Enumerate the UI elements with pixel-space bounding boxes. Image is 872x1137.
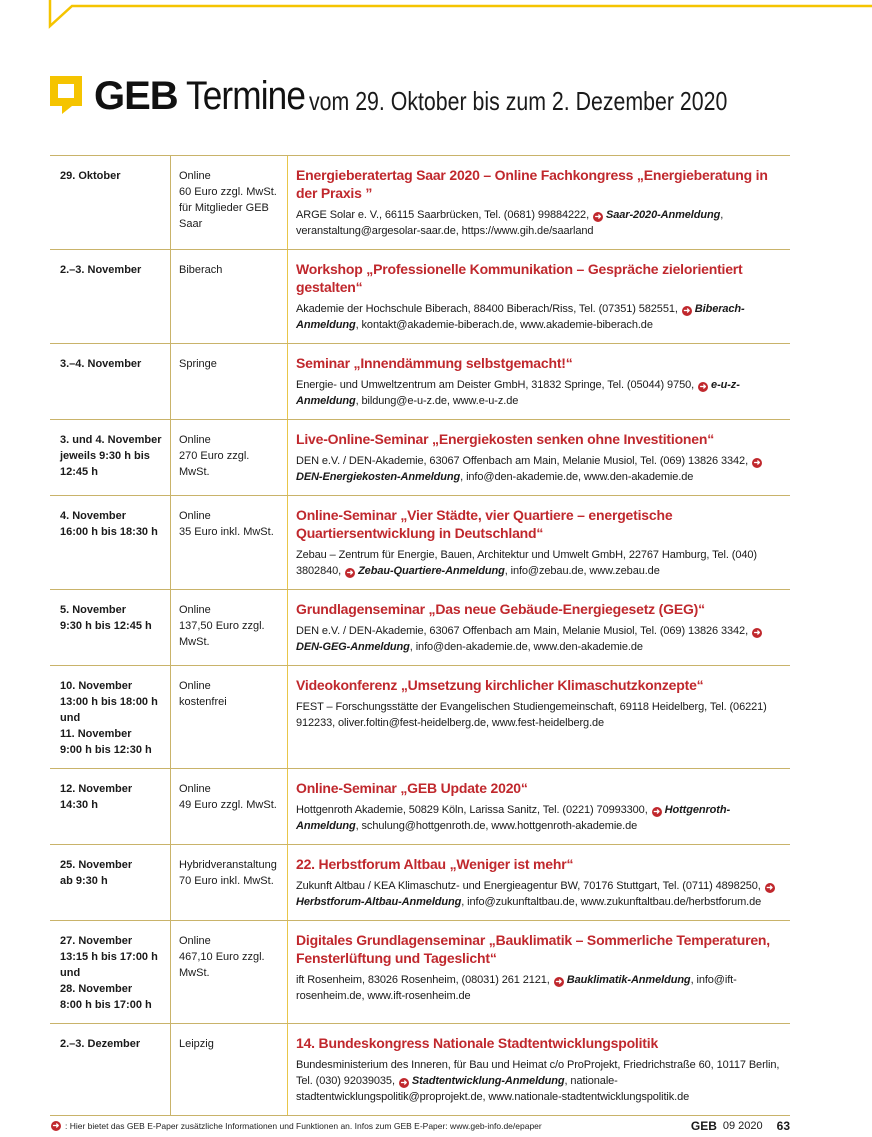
event-date-line: 13:00 h bis 18:00 h und bbox=[60, 696, 158, 724]
event-location-line: 70 Euro inkl. MwSt. bbox=[179, 875, 274, 887]
event-description bbox=[288, 666, 790, 768]
event-description bbox=[288, 420, 790, 495]
event-contact-text: , schulung@hottgenroth.de, www.hottgenroth-akademie.de bbox=[355, 820, 638, 832]
event-contact-text: , kontakt@akademie-biberach.de, www.akademie-biberach.de bbox=[355, 319, 653, 331]
event-contact-text: , info@ift-rosenheim.de, www.ift-rosenheim.de bbox=[296, 974, 737, 1002]
arrow-right-circle-icon: ➜ bbox=[699, 382, 707, 391]
event-title: Grundlagenseminar „Das neue Gebäude-Energiegesetz (GEG)“ bbox=[296, 601, 705, 617]
footer-issue-info bbox=[691, 1118, 790, 1134]
page-title: Termine bbox=[185, 74, 305, 118]
registration-link[interactable]: Stadtentwicklung-Anmeldung bbox=[411, 1075, 565, 1087]
event-location-line: Online bbox=[179, 170, 211, 182]
event-date-line: 16:00 h bis 18:30 h bbox=[60, 526, 158, 538]
page-number: 63 bbox=[776, 1119, 790, 1133]
event-contact-text: Akademie der Hochschule Biberach, 88400 Biberach/Riss, Tel. (07351) 582551, bbox=[296, 303, 678, 315]
arrow-right-circle-icon: ➜ bbox=[346, 568, 354, 577]
table-row bbox=[50, 344, 790, 420]
event-date bbox=[50, 590, 171, 665]
events-table bbox=[50, 155, 790, 1116]
footer-issue: 09 2020 bbox=[722, 1120, 763, 1132]
event-date-line: ab 9:30 h bbox=[60, 875, 108, 887]
event-location-line: 49 Euro zzgl. MwSt. bbox=[179, 799, 277, 811]
event-contact bbox=[296, 1057, 784, 1105]
event-date-line: 4. November bbox=[60, 510, 127, 522]
event-location bbox=[171, 666, 288, 768]
event-title: 14. Bundeskongress Nationale Stadtentwicklungspolitik bbox=[296, 1035, 659, 1051]
event-contact bbox=[296, 301, 784, 333]
event-contact-text: Zukunft Altbau / KEA Klimaschutz- und Energieagentur BW, 70176 Stuttgart, Tel. (0711) 4898250, bbox=[296, 880, 761, 892]
event-contact bbox=[296, 623, 784, 655]
event-contact-text: , bildung@e-u-z.de, www.e-u-z.de bbox=[355, 395, 519, 407]
top-rule-line bbox=[50, 0, 872, 26]
arrow-right-circle-icon: ➜ bbox=[555, 977, 563, 986]
event-contact bbox=[296, 453, 784, 485]
event-date bbox=[50, 156, 171, 249]
event-date-line: 2.–3. November bbox=[60, 264, 142, 276]
table-row bbox=[50, 921, 790, 1024]
event-contact-text: ift Rosenheim, 83026 Rosenheim, (08031) 261 2121, bbox=[296, 974, 550, 986]
registration-link[interactable]: Hottgenroth-Anmeldung bbox=[296, 804, 731, 832]
arrow-right-circle-icon: ➜ bbox=[753, 458, 761, 467]
event-location-line: für Mitglieder GEB Saar bbox=[179, 202, 269, 230]
event-date-line: jeweils 9:30 h bis bbox=[60, 450, 150, 462]
arrow-right-circle-icon: ➜ bbox=[400, 1078, 408, 1087]
event-date bbox=[50, 344, 171, 419]
event-contact-text: ARGE Solar e. V., 66115 Saarbrücken, Tel. (0681) 99884222, bbox=[296, 209, 590, 221]
registration-link[interactable]: DEN-Energiekosten-Anmeldung bbox=[296, 471, 461, 483]
event-location-line: 270 Euro zzgl. MwSt. bbox=[179, 450, 250, 478]
table-row bbox=[50, 156, 790, 250]
event-contact-text: Energie- und Umweltzentrum am Deister GmbH, 31832 Springe, Tel. (05044) 9750, bbox=[296, 379, 695, 391]
event-date bbox=[50, 250, 171, 343]
event-title: Online-Seminar „Vier Städte, vier Quartiere – energetische Quartiersentwicklung in Deutschland“ bbox=[296, 507, 673, 541]
event-description bbox=[288, 590, 790, 665]
event-contact-text: Bundesministerium des Inneren, für Bau und Heimat c/o ProProjekt, Friedrichstraße 60, 10117 Berlin, Tel. (030) 92039035, bbox=[296, 1059, 780, 1087]
speech-bubble-square-icon bbox=[50, 72, 82, 114]
event-date-line: 3. und 4. November bbox=[60, 434, 162, 446]
event-location bbox=[171, 769, 288, 844]
event-location-line: Biberach bbox=[179, 264, 223, 276]
arrow-right-circle-icon: ➜ bbox=[753, 628, 761, 637]
event-location bbox=[171, 590, 288, 665]
event-date-line: 12. November bbox=[60, 783, 133, 795]
event-date-line: 5. November bbox=[60, 604, 127, 616]
event-description bbox=[288, 156, 790, 249]
event-contact-text: , info@den-akademie.de, www.den-akademie.de bbox=[409, 641, 643, 653]
event-title: Workshop „Professionelle Kommunikation – Gespräche zielorientiert gestalten“ bbox=[296, 261, 743, 295]
event-contact-text: Zebau – Zentrum für Energie, Bauen, Architektur und Umwelt GmbH, 22767 Hamburg, Tel. (040) 3802840, bbox=[296, 549, 757, 577]
event-location bbox=[171, 845, 288, 920]
event-date bbox=[50, 769, 171, 844]
event-contact bbox=[296, 699, 784, 731]
event-description bbox=[288, 769, 790, 844]
page-subtitle: vom 29. Oktober bis zum 2. Dezember 2020 bbox=[308, 86, 728, 116]
event-location bbox=[171, 156, 288, 249]
registration-link[interactable]: Saar-2020-Anmeldung bbox=[606, 209, 721, 221]
event-date bbox=[50, 1024, 171, 1115]
event-contact-text: DEN e.V. / DEN-Akademie, 63067 Offenbach am Main, Melanie Musiol, Tel. (069) 13826 3342, bbox=[296, 625, 749, 637]
event-title: Digitales Grundlagenseminar „Bauklimatik – Sommerliche Temperaturen, Fensterlüftung und Tageslicht“ bbox=[296, 932, 770, 966]
event-contact bbox=[296, 802, 784, 834]
event-location-line: Springe bbox=[179, 358, 217, 370]
event-contact bbox=[296, 547, 784, 579]
event-date bbox=[50, 666, 171, 768]
registration-link[interactable]: Biberach-Anmeldung bbox=[296, 303, 745, 331]
footer-brand: GEB bbox=[690, 1119, 717, 1133]
event-location-line: Online bbox=[179, 935, 211, 947]
registration-link[interactable]: Herbstforum-Altbau-Anmeldung bbox=[296, 896, 462, 908]
event-description bbox=[288, 344, 790, 419]
registration-link[interactable]: Zebau-Quartiere-Anmeldung bbox=[358, 565, 505, 577]
event-contact bbox=[296, 377, 784, 409]
event-contact-text: , nationale-stadtentwicklungspolitik@proprojekt.de, www.nationale-stadtentwicklungspolitik.de bbox=[296, 1075, 690, 1103]
event-title: Live-Online-Seminar „Energiekosten senken ohne Investitionen“ bbox=[296, 431, 715, 447]
event-date-line: 3.–4. November bbox=[60, 358, 142, 370]
event-location-line: Leipzig bbox=[179, 1038, 214, 1050]
arrow-right-circle-icon: ➜ bbox=[594, 212, 602, 221]
event-location-line: Hybridveranstaltung bbox=[179, 859, 277, 871]
event-location-line: kostenfrei bbox=[179, 696, 227, 708]
event-location-line: Online bbox=[179, 680, 211, 692]
event-date-line: 27. November bbox=[60, 935, 133, 947]
event-location-line: Online bbox=[179, 510, 211, 522]
event-title: Energieberatertag Saar 2020 – Online Fachkongress „Energieberatung in der Praxis ” bbox=[296, 167, 768, 201]
event-location-line: Online bbox=[179, 604, 211, 616]
event-date bbox=[50, 921, 171, 1023]
event-location bbox=[171, 1024, 288, 1115]
event-location bbox=[171, 250, 288, 343]
arrow-right-circle-icon: ➜ bbox=[683, 306, 691, 315]
event-location bbox=[171, 420, 288, 495]
arrow-right-circle-icon: ➜ bbox=[653, 807, 660, 816]
event-title: 22. Herbstforum Altbau „Weniger ist mehr“ bbox=[296, 856, 574, 872]
event-description bbox=[288, 845, 790, 920]
table-row bbox=[50, 845, 790, 921]
event-date-line: 29. Oktober bbox=[60, 170, 121, 182]
arrow-right-circle-icon: ➜ bbox=[766, 883, 773, 892]
table-row bbox=[50, 250, 790, 344]
registration-link[interactable]: DEN-GEG-Anmeldung bbox=[296, 641, 410, 653]
event-title: Online-Seminar „GEB Update 2020“ bbox=[296, 780, 528, 796]
event-title: Seminar „Innendämmung selbstgemacht!“ bbox=[296, 355, 573, 371]
event-contact bbox=[296, 972, 784, 1004]
event-date-line: 9:30 h bis 12:45 h bbox=[60, 620, 152, 632]
event-date-line: 9:00 h bis 12:30 h bbox=[60, 744, 152, 756]
event-date bbox=[50, 845, 171, 920]
event-title: Videokonferenz „Umsetzung kirchlicher Klimaschutzkonzepte“ bbox=[296, 677, 704, 693]
event-contact-text: DEN e.V. / DEN-Akademie, 63067 Offenbach am Main, Melanie Musiol, Tel. (069) 13826 3342, bbox=[296, 455, 749, 467]
event-date-line: 11. November bbox=[60, 728, 132, 740]
table-row bbox=[50, 769, 790, 845]
page-header bbox=[50, 66, 819, 116]
event-location bbox=[171, 496, 288, 589]
event-description bbox=[288, 496, 790, 589]
arrow-right-circle-icon: ➜ bbox=[52, 1121, 60, 1130]
event-location-line: 467,10 Euro zzgl. MwSt. bbox=[179, 951, 265, 979]
event-location bbox=[171, 344, 288, 419]
event-contact-text: , info@zukunftaltbau.de, www.zukunftaltbau.de/herbstforum.de bbox=[461, 896, 762, 908]
event-contact-text: , info@den-akademie.de, www.den-akademie.de bbox=[460, 471, 694, 483]
event-location-line: 35 Euro inkl. MwSt. bbox=[179, 526, 274, 538]
event-contact-text: , veranstaltung@argesolar-saar.de, https://www.gih.de/saarland bbox=[296, 209, 724, 237]
event-contact-text: FEST – Forschungsstätte der Evangelischen Studiengemeinschaft, 69118 Heidelberg, Tel. (06221) 912233, oliver.foltin@fest-heidelberg.de, www.fest-heidelberg.de bbox=[296, 701, 767, 729]
event-date-line: 8:00 h bis 17:00 h bbox=[60, 999, 152, 1011]
header-brand: GEB bbox=[94, 74, 178, 118]
event-description bbox=[288, 1024, 790, 1115]
table-row bbox=[50, 666, 790, 769]
table-row bbox=[50, 420, 790, 496]
event-location-line: Online bbox=[179, 434, 211, 446]
event-date-line: 2.–3. Dezember bbox=[60, 1038, 141, 1050]
event-date-line: 10. November bbox=[60, 680, 133, 692]
event-contact bbox=[296, 878, 784, 910]
event-date-line: 25. November bbox=[60, 859, 133, 871]
footer-note: : Hier bietet das GEB E-Paper zusätzliche Informationen und Funktionen an. Infos zum GEB E-Paper: www.geb-info.de/epaper bbox=[65, 1121, 542, 1131]
table-row bbox=[50, 590, 790, 666]
top-rule bbox=[0, 0, 872, 30]
event-location-line: Online bbox=[179, 783, 211, 795]
event-date-line: 12:45 h bbox=[60, 466, 98, 478]
event-contact bbox=[296, 207, 784, 239]
event-description bbox=[288, 250, 790, 343]
event-location-line: 137,50 Euro zzgl. MwSt. bbox=[179, 620, 265, 648]
event-contact-text: Hottgenroth Akademie, 50829 Köln, Larissa Sanitz, Tel. (0221) 70993300, bbox=[296, 804, 648, 816]
table-row bbox=[50, 1024, 790, 1116]
registration-link[interactable]: e-u-z-Anmeldung bbox=[296, 379, 740, 407]
event-date bbox=[50, 420, 171, 495]
event-date bbox=[50, 496, 171, 589]
page-footer bbox=[50, 1118, 790, 1134]
registration-link[interactable]: Bauklimatik-Anmeldung bbox=[566, 974, 691, 986]
event-date-line: 14:30 h bbox=[60, 799, 98, 811]
event-description bbox=[288, 921, 790, 1023]
event-contact-text: , info@zebau.de, www.zebau.de bbox=[504, 565, 660, 577]
event-date-line: 13:15 h bis 17:00 h und bbox=[60, 951, 158, 979]
event-date-line: 28. November bbox=[60, 983, 133, 995]
event-location bbox=[171, 921, 288, 1023]
table-row bbox=[50, 496, 790, 590]
event-location-line: 60 Euro zzgl. MwSt. bbox=[179, 186, 277, 198]
